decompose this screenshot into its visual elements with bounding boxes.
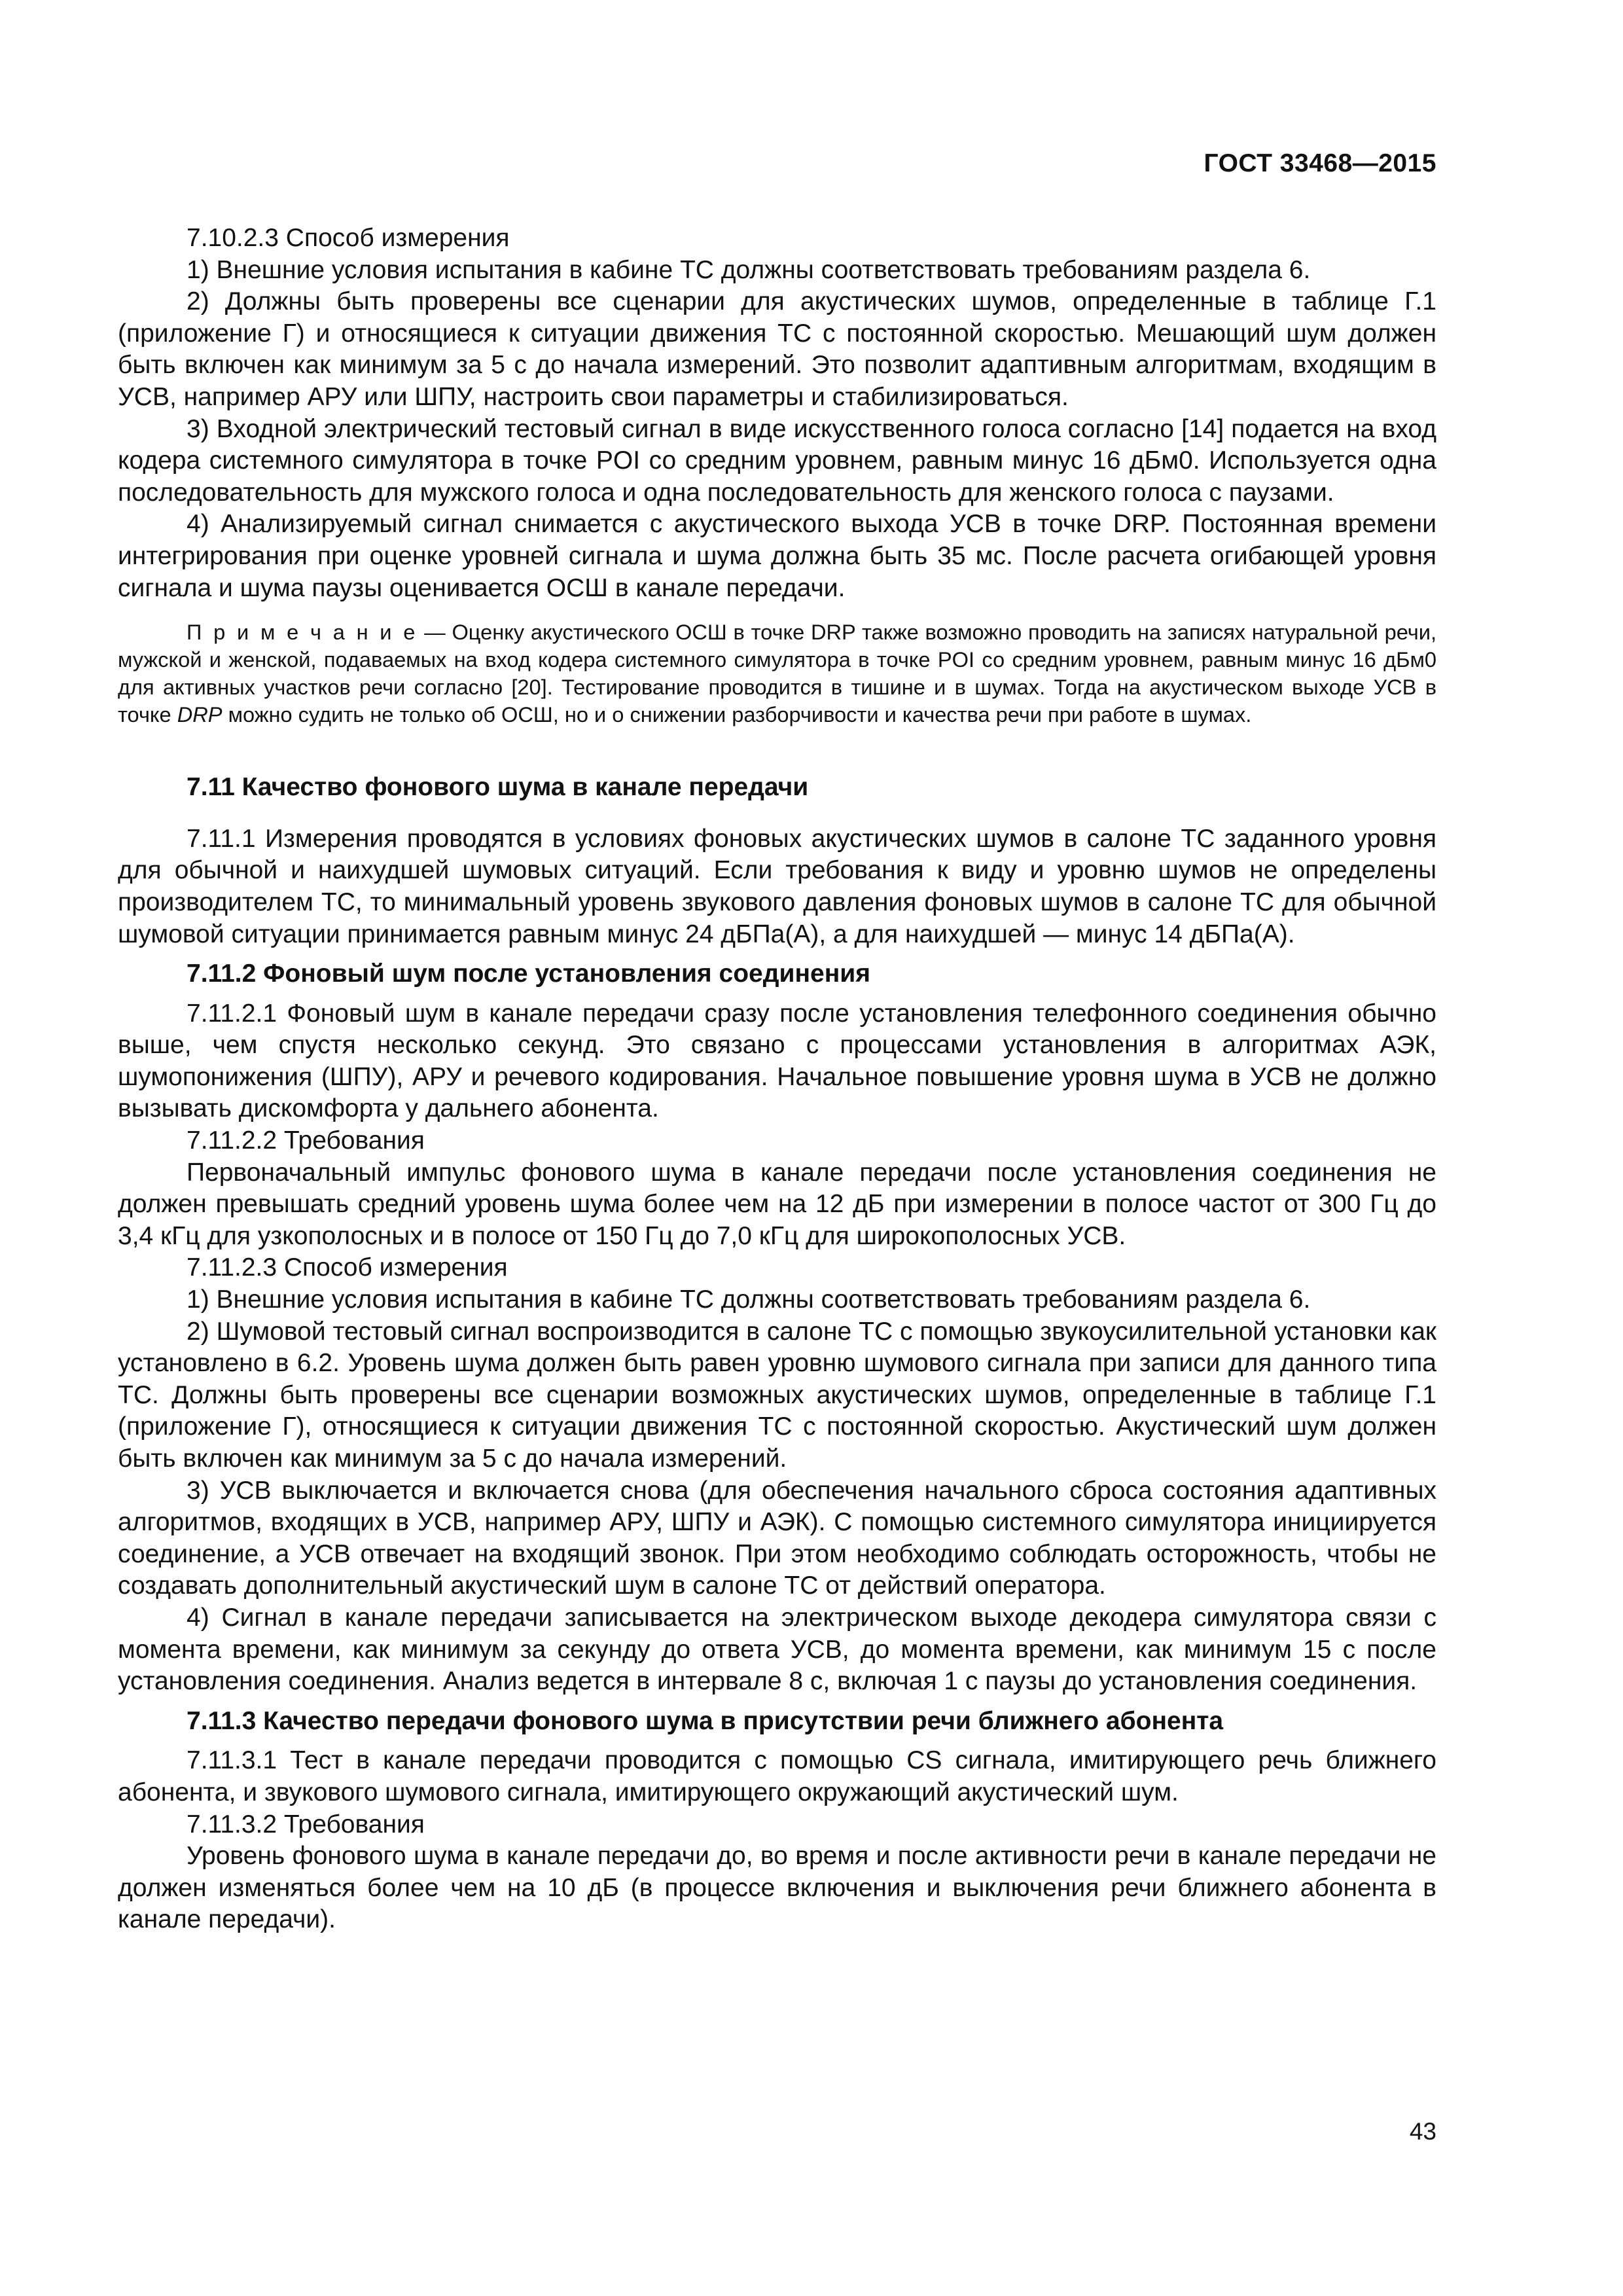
paragraph-7-11-2-2-title: 7.11.2.2 Требования [187,1126,425,1155]
paragraph-7-10-2-3-title: 7.10.2.3 Способ измерения [187,224,510,252]
paragraph-step-1: 1) Внешние условия испытания в кабине ТС должны соответствовать требованиям раздела 6. [187,255,1311,284]
paragraph-measure-step-3: 3) УСВ выключается и включается снова (для обеспечения начального сброса состояния адаптивных алгоритмов, входящих в УСВ, например АРУ, ШПУ и АЭК). С помощью системного симулятора инициируется соединение, а УСВ отвечает на входящий звонок. При этом необходимо соблюдать осторожность, чтобы не создавать дополнительный акустический шум в салоне ТС от действий оператора. [118,1476,1436,1600]
page-content [118,223,1436,1936]
note-text-a: — Оценку акустического ОСШ в точке DRP также возможно проводить на записях натуральной речи, мужской и женской, подаваемых на вход кодера системного симулятора в точке POI со средним уровнем, равным минус 16 дБм0 для активных участков речи согласно [20]. Тестирование проводится в тишине и в шумах. Тогда на акустическом выходе УСВ в точке [118,620,1437,727]
note-italic-term: DRP [177,702,223,727]
paragraph-7-11-1: 7.11.1 Измерения проводятся в условиях фоновых акустических шумов в салоне ТС заданного уровня для обычной и наихудшей шумовых ситуаций. Если требования к виду и уровню шумов не определены производителем ТС, то минимальный уровень звукового давления фоновых шумов в салоне ТС для обычной шумовой ситуации принимается равным минус 24 дБПа(А), а для наихудшей — минус 14 дБПа(А). [118,824,1436,948]
section-heading-7-11-2: 7.11.2 Фоновый шум после установления соединения [187,960,870,988]
paragraph-7-11-3-1: 7.11.3.1 Тест в канале передачи проводится с помощью CS сигнала, имитирующего речь ближнего абонента, и звукового шумового сигнала, имитирующего окружающий акустический шум. [118,1746,1436,1806]
paragraph-measure-step-2: 2) Шумовой тестовый сигнал воспроизводится в салоне ТС с помощью звукоусилительной установки как установлено в 6.2. Уровень шума должен быть равен уровню шумового сигнала при записи для данного типа ТС. Должны быть проверены все сценарии возможных акустических шумов, определенные в таблице Г.1 (приложение Г), относящиеся к ситуации движения ТС с постоянной скоростью. Акустический шум должен быть включен как минимум за 5 с до начала измерений. [118,1317,1436,1473]
standard-number-header: ГОСТ 33468—2015 [1204,149,1436,177]
paragraph-step-4: 4) Анализируемый сигнал снимается с акустического выхода УСВ в точке DRP. Постоянная времени интегрирования при оценке уровней сигнала и шума должна быть 35 мс. После расчета огибающей уровня сигнала и шума паузы оценивается ОСШ в канале передачи. [118,510,1436,602]
paragraph-7-11-3-2-title: 7.11.3.2 Требования [187,1810,425,1839]
section-heading-7-11-3: 7.11.3 Качество передачи фонового шума в присутствии речи ближнего абонента [187,1706,1224,1735]
paragraph-requirement: Первоначальный импульс фонового шума в канале передачи после установления соединения не должен превышать средний уровень шума более чем на 12 дБ при измерении в полосе частот от 300 Гц до 3,4 кГц для узкополосных и в полосе от 150 Гц до 7,0 кГц для широкополосных УСВ. [118,1158,1436,1250]
note-text-b: можно судить не только об ОСШ, но и о снижении разборчивости и качества речи при работе в шумах. [222,702,1252,727]
paragraph-step-2: 2) Должны быть проверены все сценарии для акустических шумов, определенные в таблице Г.1 (приложение Г) и относящиеся к ситуации движения ТС с постоянной скоростью. Мешающий шум должен быть включен как минимум за 5 с до начала измерений. Это позволит адаптивным алгоритмам, входящим в УСВ, например АРУ или ШПУ, настроить свои параметры и стабилизироваться. [118,287,1436,411]
paragraph-measure-step-4: 4) Сигнал в канале передачи записывается на электрическом выходе декодера симулятора связи с момента времени, как минимум за секунду до ответа УСВ, до момента времени, как минимум 15 с после установления соединения. Анализ ведется в интервале 8 с, включая 1 с паузы до установления соединения. [118,1603,1436,1696]
paragraph-requirement-noise-level: Уровень фонового шума в канале передачи до, во время и после активности речи в канале передачи не должен изменяться более чем на 10 дБ (в процессе включения и выключения речи ближнего абонента в канале передачи). [118,1842,1436,1934]
note-prefix: П р и м е ч а н и е [187,620,418,645]
paragraph-7-11-2-3-title: 7.11.2.3 Способ измерения [187,1253,508,1282]
paragraph-measure-step-1: 1) Внешние условия испытания в кабине ТС должны соответствовать требованиям раздела 6. [187,1285,1311,1314]
section-heading-7-11: 7.11 Качество фонового шума в канале передачи [187,773,809,802]
note-paragraph [118,619,1436,728]
paragraph-step-3: 3) Входной электрический тестовый сигнал в виде искусственного голоса согласно [14] подается на вход кодера системного симулятора в точке POI со средним уровнем, равным минус 16 дБм0. Используется одна последовательность для мужского голоса и одна последовательность для женского голоса с паузами. [118,414,1436,507]
paragraph-7-11-2-1: 7.11.2.1 Фоновый шум в канале передачи сразу после установления телефонного соединения обычно выше, чем спустя несколько секунд. Это связано с процессами установления в алгоритмах АЭК, шумопонижения (ШПУ), АРУ и речевого кодирования. Начальное повышение уровня шума в УСВ не должно вызывать дискомфорта у дальнего абонента. [118,999,1436,1123]
page-number: 43 [1409,2118,1436,2145]
